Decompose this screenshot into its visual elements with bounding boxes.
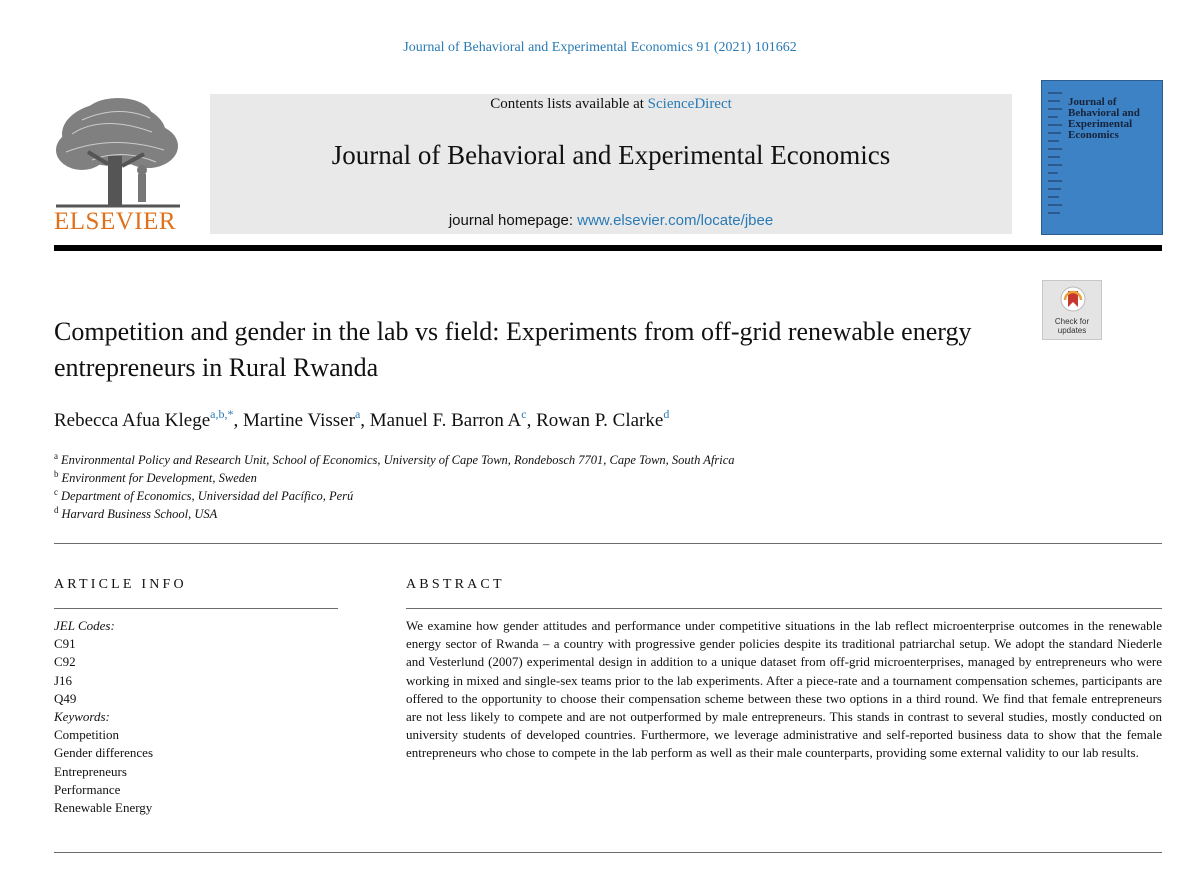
contents-line (210, 96, 1012, 113)
affiliations-divider (54, 543, 1162, 544)
jel-code: C91 (54, 636, 76, 652)
author-name[interactable]: Rebecca Afua Klege (54, 410, 211, 431)
elsevier-wordmark[interactable]: ELSEVIER (54, 208, 177, 235)
jel-code: Q49 (54, 690, 77, 706)
author-affiliation-marks[interactable]: a,b,* (210, 407, 234, 421)
author-name[interactable]: Rowan P. Clarke (536, 410, 664, 431)
header-divider (54, 245, 1162, 251)
article-info-heading: ARTICLE INFO (54, 577, 187, 592)
author-affiliation-marks[interactable]: a (354, 407, 361, 421)
sciencedirect-link[interactable]: ScienceDirect (647, 96, 732, 112)
affiliation-list (54, 451, 735, 523)
homepage-link[interactable]: www.elsevier.com/locate/jbee (577, 212, 774, 229)
article-title: Competition and gender in the lab vs field: Experiments from off-grid renewable energy entrepreneurs in Rural Rwanda (54, 317, 972, 382)
journal-citation[interactable]: Journal of Behavioral and Experimental Economics 91 (2021) 101662 (403, 40, 797, 55)
jel-code: J16 (54, 672, 73, 688)
abstract-heading: ABSTRACT (406, 577, 505, 592)
author-separator: , (360, 410, 370, 431)
affiliation-text: Department of Economics, Universidad del Pacífico, Perú (61, 489, 354, 503)
keyword: Entrepreneurs (54, 763, 127, 779)
author-name[interactable]: Martine Visser (242, 410, 355, 431)
jel-label: JEL Codes: (54, 618, 115, 633)
affiliation-mark: a (54, 451, 58, 461)
bottom-divider (54, 852, 1162, 853)
journal-banner (210, 94, 1012, 234)
check-for-updates-button[interactable] (1042, 280, 1102, 340)
keyword: Performance (54, 781, 121, 797)
article-info-divider (54, 608, 338, 609)
author-separator: , (233, 410, 243, 431)
keyword: Gender differences (54, 745, 154, 761)
author-affiliation-marks[interactable]: d (663, 407, 670, 421)
author-separator: , (526, 410, 537, 431)
bookmark-icon (1060, 286, 1086, 314)
jel-code: C92 (54, 654, 76, 670)
author-name[interactable]: Manuel F. Barron A (369, 410, 522, 431)
affiliation-mark: c (54, 487, 58, 497)
affiliation-text: Environment for Development, Sweden (61, 471, 257, 485)
affiliation-item (54, 451, 735, 469)
affiliation-item (54, 505, 735, 523)
author-affiliation-marks[interactable]: c (521, 407, 527, 421)
cover-title: Journal of Behavioral and Experimental Economics (1068, 96, 1140, 141)
abstract-text: We examine how gender attitudes and performance under competitive situations in the lab reflect microenterprise outcomes in the renewable energy sector of Rwanda – a country with progressive gender policies despite its traditional patriarchal setup. We adopt the standard Niederle and Vesterlund (2007) experimental design in addition to a unique dataset from off-grid microenterprises, managed by entrepreneurs who were working in mixed and single-sex teams prior to the lab experiments. After a piece-rate and a tournament compensation schemes, participants are offered to the opportunity to choose their compensation scheme between these two options in a third round. We find that female entrepreneurs are not less likely to compete and are not outperformed by male entrepreneurs. This stands in contrast to several studies, mostly conducted on university students of developed countries. Furthermore, we leverage administrative and self-reported business data to show that the female entrepreneurs who chose to compete in the lab perform as well as their male counterparts, providing some external validity to our lab results. (406, 618, 1162, 761)
check-for-updates-label: Check for updates (1054, 317, 1090, 335)
journal-title: Journal of Behavioral and Experimental Economics (331, 140, 891, 170)
author-list (54, 407, 670, 432)
affiliation-text: Environmental Policy and Research Unit, School of Economics, University of Cape Town, Rondebosch 7701, Cape Town, South Africa (61, 453, 735, 467)
affiliation-text: Harvard Business School, USA (61, 507, 218, 521)
keyword: Renewable Energy (54, 800, 153, 816)
keyword: Competition (54, 727, 119, 743)
homepage-line (210, 212, 1012, 229)
homepage-prefix: journal homepage: (448, 212, 578, 229)
abstract-divider (406, 608, 1162, 609)
affiliation-item (54, 469, 735, 487)
keywords-label: Keywords: (54, 709, 110, 725)
contents-prefix: Contents lists available at (490, 96, 648, 112)
affiliation-mark: b (54, 469, 59, 479)
journal-cover-thumbnail[interactable] (1041, 80, 1163, 235)
affiliation-mark: d (54, 505, 59, 515)
affiliation-item (54, 487, 735, 505)
article-info-block (54, 617, 153, 817)
cover-contents-lines-icon (1046, 87, 1064, 227)
